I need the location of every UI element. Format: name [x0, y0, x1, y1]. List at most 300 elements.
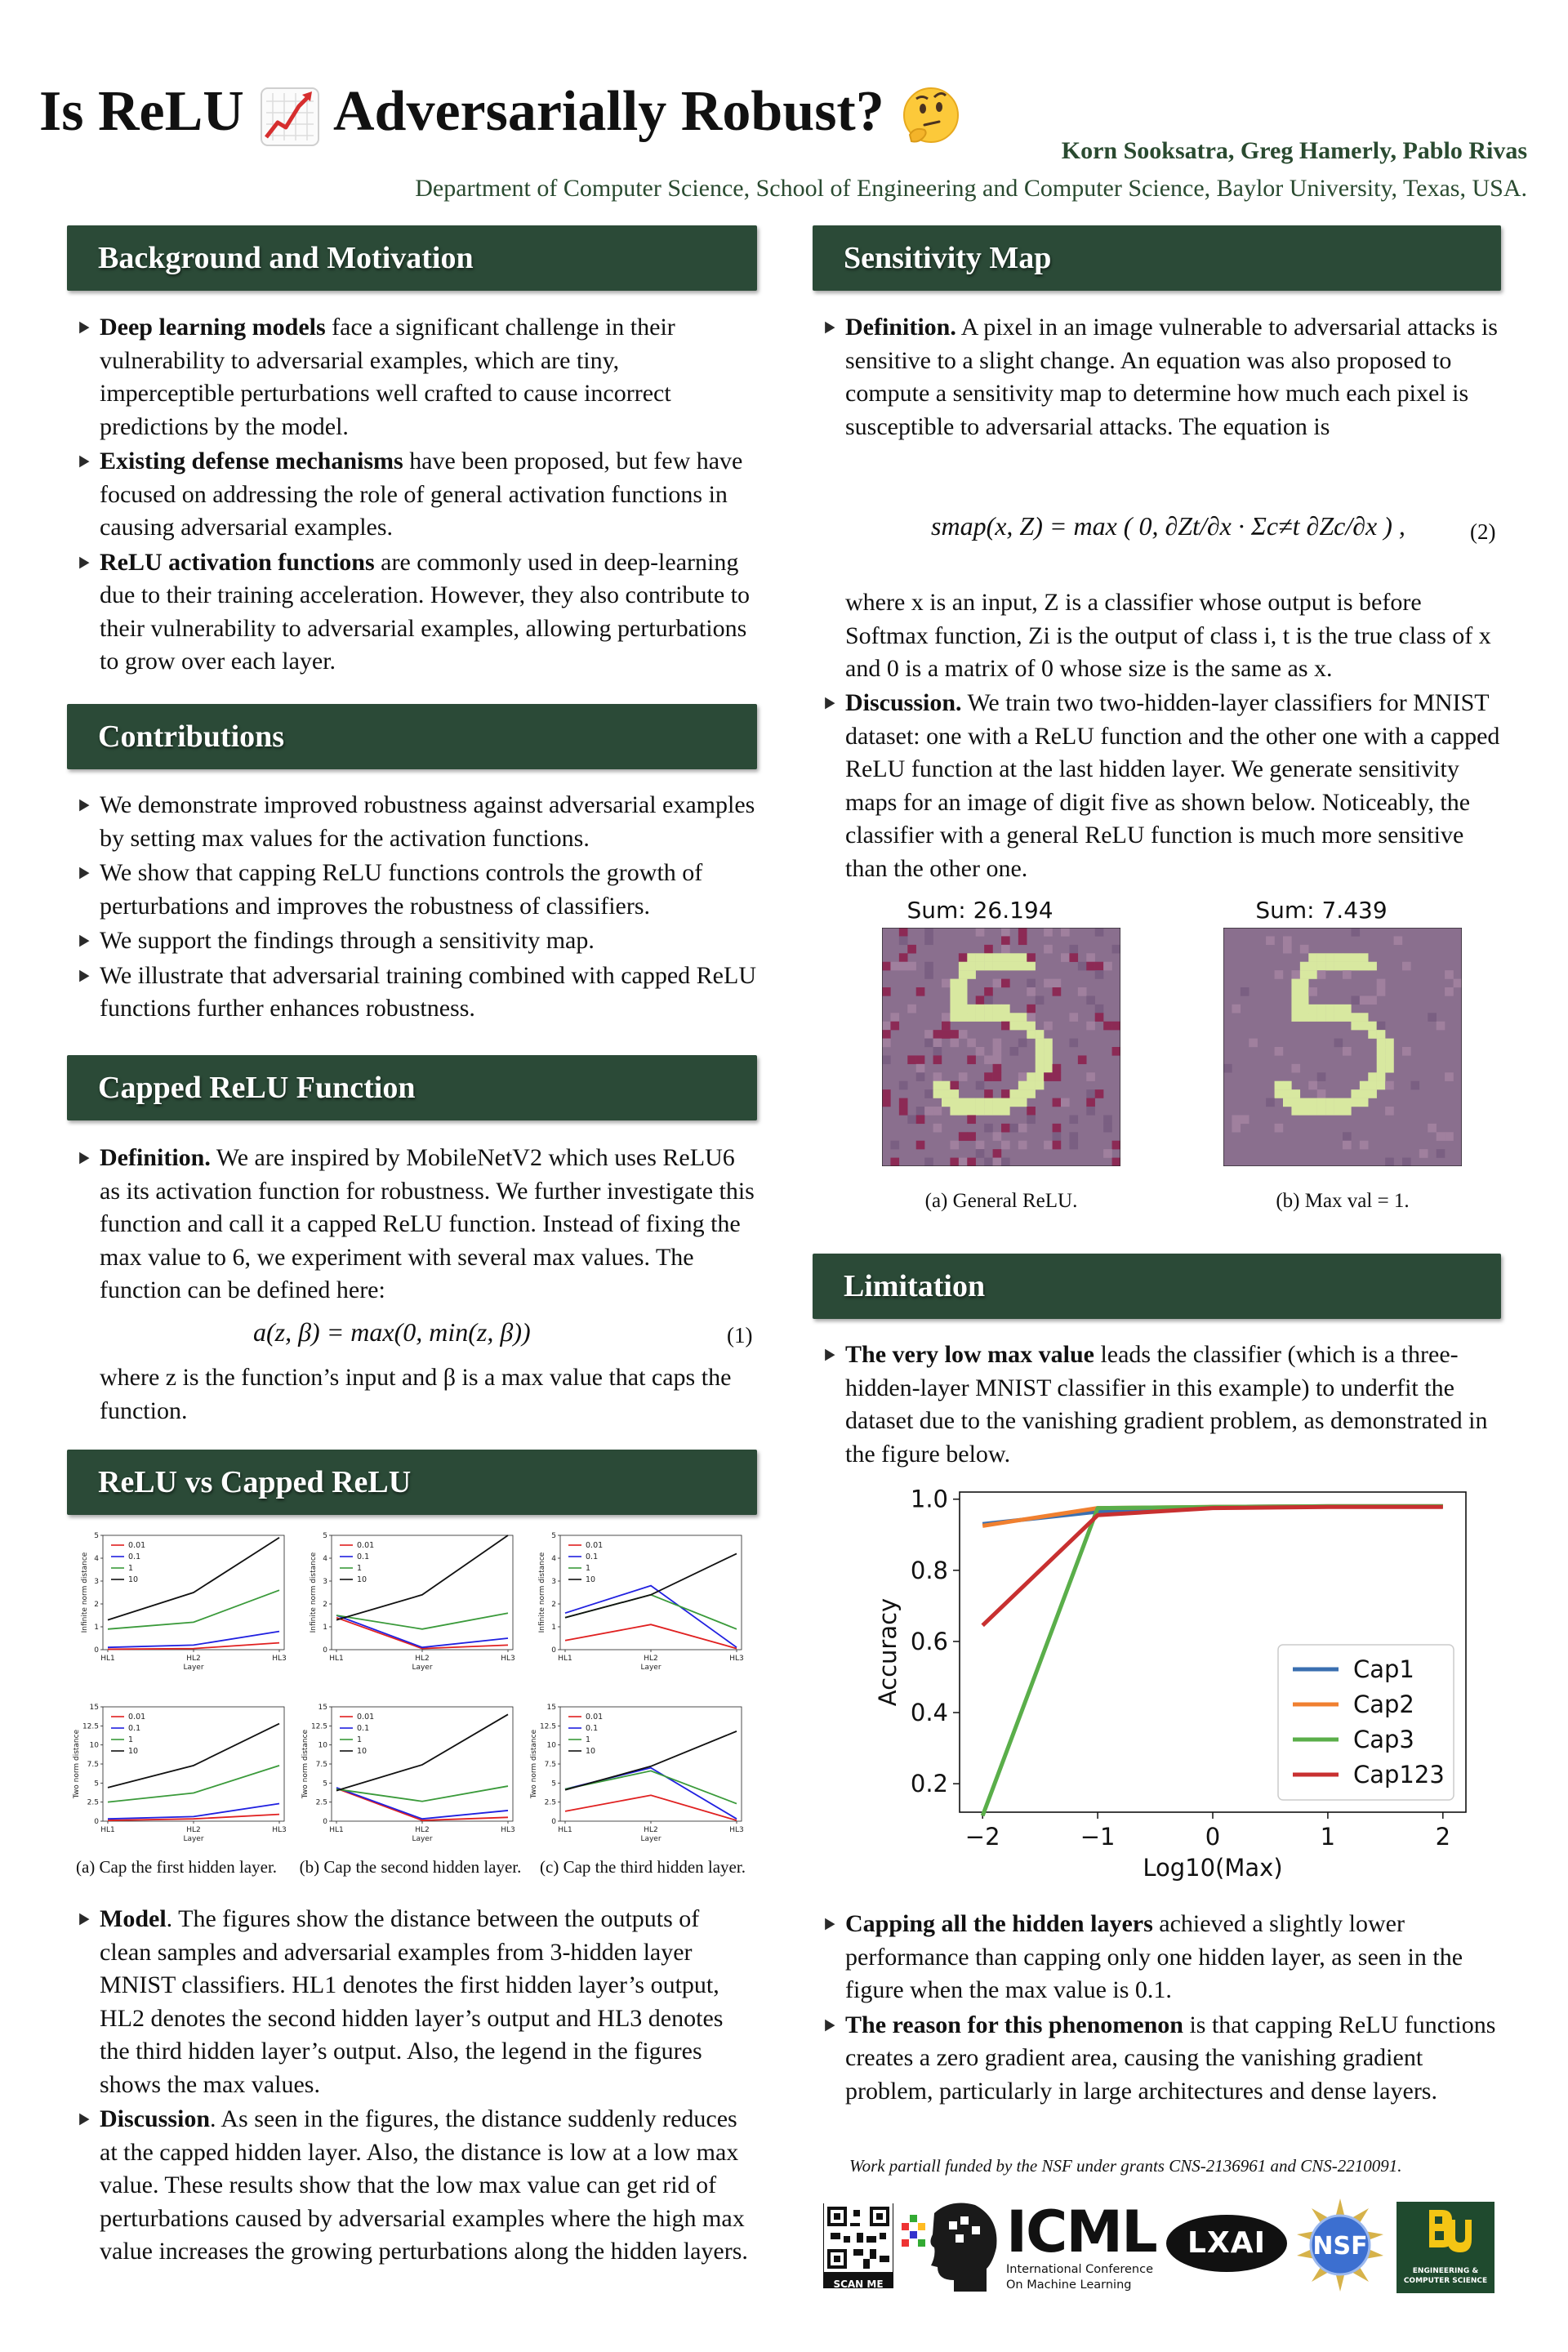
ai-head-logo: [902, 2198, 1003, 2295]
sensitivity-after-text: where x is an input, Z is a classifier whose output is before Softmax function, Zi is the output of class i, t is the true class of x and 0 is a matrix of 0 whose size is the same as x.: [845, 589, 1491, 682]
sensitivity-pixel: [924, 936, 933, 945]
x-tick-label: HL3: [272, 1655, 287, 1663]
digit-pixel: [1027, 1030, 1036, 1039]
sensitivity-pixel: [1112, 1047, 1120, 1056]
sensitivity-pixel: [942, 1013, 951, 1022]
digit-pixel: [1009, 962, 1018, 971]
digit-pixel: [1036, 1072, 1045, 1081]
qr-code[interactable]: [823, 2203, 893, 2288]
sensitivity-pixel: [1009, 1124, 1018, 1133]
y-tick-label: 10: [89, 1741, 99, 1750]
legend-label: Cap2: [1353, 1690, 1414, 1718]
list-item: ▶ We demonstrate improved robustness against adversarial examples by setting max values for the activation functions.: [75, 789, 757, 855]
list-item: ▶ Existing defense mechanisms have been proposed, but few have focused on addressing the role of general activation functions in causing adversarial examples.: [75, 445, 757, 545]
legend-label: 0.1: [357, 1724, 370, 1733]
limitation-list-1: [821, 1339, 1501, 1472]
legend-label: 10: [128, 1575, 139, 1584]
digit-pixel: [1036, 1039, 1045, 1048]
sensitivity-pixel: [1018, 1124, 1027, 1133]
y-tick-label: 2.5: [315, 1798, 327, 1807]
digit-pixel: [1036, 1047, 1045, 1056]
sensitivity-pixel: [882, 1039, 891, 1048]
digit-pixel: [1018, 1081, 1027, 1090]
sensitivity-pixel: [882, 987, 891, 996]
sensitivity-pixel: [1300, 945, 1309, 954]
digit-pixel: [1018, 1013, 1027, 1022]
sensitivity-pixel: [1027, 987, 1036, 996]
sensitivity-pixel: [942, 1022, 951, 1031]
x-tick-label: HL3: [729, 1826, 744, 1834]
legend-label: 0.01: [128, 1713, 146, 1722]
y-tick-label: 4: [551, 1555, 556, 1563]
sensitivity-pixel: [907, 1115, 916, 1124]
sensitivity-pixel: [1402, 1047, 1411, 1056]
digit-pixel: [1291, 979, 1300, 988]
sensitivity-pixel: [907, 1004, 916, 1013]
digit-pixel: [1291, 1013, 1300, 1022]
digit-pixel: [1027, 1022, 1036, 1031]
sensitivity-pixel: [1095, 970, 1104, 979]
list-item: ▶ Model. The figures show the distance between the outputs of clean samples and adversarial examples from 3-hidden layer MNIST classifiers. HL1 denotes the first hidden layer’s output, HL2 denotes the second hidden layer’s output and HL3 denotes the third hidden layer’s output. Also, the legend in the figures shows the max values.: [75, 1903, 757, 2101]
digit-pixel: [1001, 1098, 1010, 1107]
sensitivity-pixel: [933, 1030, 942, 1039]
digit-pixel: [1009, 1022, 1018, 1031]
sensitivity-pixel: [1410, 1081, 1419, 1090]
digit-pixel: [1283, 1098, 1292, 1107]
section-background-heading: Background and Motivation: [67, 225, 757, 291]
sensitivity-pixel: [1377, 987, 1386, 996]
digit-pixel: [1334, 1004, 1343, 1013]
sensitivity-pixel: [993, 1132, 1002, 1141]
sensitivity-pixel: [993, 1072, 1002, 1081]
sensitivity-pixel: [1291, 970, 1300, 979]
sensitivity-pixel: [1001, 1158, 1010, 1166]
sensitivity-pixel: [1095, 1004, 1104, 1013]
sensitivity-pixel: [1044, 1072, 1053, 1081]
x-axis-label: Layer: [183, 1835, 204, 1843]
digit-pixel: [1044, 1047, 1053, 1056]
digit-pixel: [959, 979, 968, 988]
digit-pixel: [1009, 1013, 1018, 1022]
sensitivity-pixel: [1394, 936, 1403, 945]
list-item: ▶ We illustrate that adversarial training combined with capped ReLU functions further enhances robustness.: [75, 960, 757, 1026]
digit-pixel: [942, 1089, 951, 1098]
digit-pixel: [1343, 1098, 1352, 1107]
figure-caption-a: (a) Cap the first hidden layer.: [75, 1857, 278, 1877]
equation-capped-relu: a(z, β) = max(0, min(z, β)): [253, 1317, 531, 1347]
sensitivity-pixel: [1308, 1081, 1317, 1090]
digit-pixel: [984, 1098, 993, 1107]
y-tick-label: 1: [94, 1624, 99, 1632]
section-versus-heading: ReLU vs Capped ReLU: [67, 1450, 757, 1515]
sensitivity-pixel: [984, 945, 993, 954]
x-tick-label: HL3: [729, 1655, 744, 1663]
digit-pixel: [976, 1004, 985, 1013]
sensitivity-pixel: [993, 1047, 1002, 1056]
sensitivity-pixel: [924, 1030, 933, 1039]
digit-pixel: [1308, 970, 1317, 979]
sensitivity-map-general-relu: [882, 928, 1120, 1166]
sensitivity-pixel: [1053, 1098, 1062, 1107]
digit-pixel: [1377, 1072, 1386, 1081]
y-tick-label: 7.5: [544, 1761, 556, 1769]
digit-pixel: [1001, 1107, 1010, 1116]
digit-pixel: [959, 1004, 968, 1013]
list-item: ▶ The reason for this phenomenon is that capping ReLU functions creates a zero gradient area, causing the vanishing gradient problem, particularly in large architectures and dense layers.: [821, 2009, 1501, 2109]
digit-pixel: [1317, 1107, 1326, 1116]
icml-logo: [1006, 2198, 1156, 2293]
sensitivity-pixel: [984, 1089, 993, 1098]
digit-pixel: [1308, 1004, 1317, 1013]
sensitivity-pixel: [890, 962, 899, 971]
digit-pixel: [959, 962, 968, 971]
digit-pixel: [1009, 953, 1018, 962]
sensitivity-pixel: [1001, 1022, 1010, 1031]
digit-pixel: [942, 1081, 951, 1090]
digit-pixel: [984, 962, 993, 971]
sensitivity-pixel: [1232, 1115, 1241, 1124]
digit-pixel: [1343, 1004, 1352, 1013]
digit-pixel: [959, 1098, 968, 1107]
digit-pixel: [950, 1089, 959, 1098]
sensitivity-pixel: [933, 1124, 942, 1133]
sensitivity-pixel: [1223, 1064, 1232, 1073]
legend-label: 0.01: [586, 1541, 604, 1550]
sensitivity-pixel: [993, 1064, 1002, 1073]
y-tick-label: 12.5: [539, 1722, 556, 1731]
digit-pixel: [1036, 1055, 1045, 1064]
digit-pixel: [1300, 987, 1309, 996]
digit-pixel: [1300, 1004, 1309, 1013]
digit-pixel: [993, 953, 1002, 962]
digit-pixel: [1009, 1098, 1018, 1107]
list-item: ▶ We show that capping ReLU functions controls the growth of perturbations and improves the robustness of classifiers.: [75, 857, 757, 923]
sensitivity-pixel: [976, 1047, 985, 1056]
digit-pixel: [942, 1098, 951, 1107]
sensitivity-pixel: [924, 962, 933, 971]
poster-title: [39, 75, 964, 149]
digit-pixel: [1351, 1089, 1360, 1098]
sensitivity-pixel: [1053, 1072, 1062, 1081]
y-tick-label: 0.8: [910, 1556, 948, 1584]
sensitivity-pixel: [1053, 987, 1062, 996]
map-title-b: Sum: 7.439: [1255, 897, 1388, 924]
sensitivity-pixel: [1069, 1141, 1078, 1150]
digit-pixel: [1334, 1098, 1343, 1107]
sensitivity-pixel: [1445, 1072, 1454, 1081]
digit-pixel: [984, 1004, 993, 1013]
legend-label: 0.1: [128, 1724, 141, 1733]
sensitivity-pixel: [1275, 970, 1284, 979]
y-tick-label: 3: [551, 1578, 556, 1586]
digit-pixel: [1377, 1055, 1386, 1064]
sensitivity-pixel: [1249, 1039, 1258, 1048]
y-tick-label: 5: [323, 1780, 327, 1788]
digit-pixel: [1044, 1039, 1053, 1048]
section-sensitivity-heading: Sensitivity Map: [813, 225, 1501, 291]
y-tick-label: 10: [318, 1741, 327, 1750]
x-tick-label: HL2: [186, 1655, 201, 1663]
y-axis-label: Infinite norm distance: [81, 1552, 89, 1633]
section-capped-heading: Capped ReLU Function: [67, 1055, 757, 1120]
digit-pixel: [976, 962, 985, 971]
digit-pixel: [1308, 1107, 1317, 1116]
sensitivity-pixel: [1351, 996, 1360, 1004]
sensitivity-pixel: [907, 962, 916, 971]
sensitivity-pixel: [899, 962, 908, 971]
digit-pixel: [1291, 996, 1300, 1004]
sensitivity-pixel: [882, 1022, 891, 1031]
list-item: ▶ Definition. A pixel in an image vulnerable to adversarial attacks is sensitive to a slight change. An equation was also proposed to compute a sensitivity map to determine how much each pixel is susceptible to adversarial attacks. The equation is: [821, 311, 1501, 443]
digit-pixel: [950, 1013, 959, 1022]
y-tick-label: 5: [551, 1780, 556, 1788]
sensitivity-pixel: [1001, 928, 1010, 937]
sensitivity-pixel: [1027, 1107, 1036, 1116]
x-tick-label: HL3: [501, 1655, 515, 1663]
x-axis-label: Layer: [640, 1835, 662, 1843]
digit-pixel: [959, 1107, 968, 1116]
digit-pixel: [967, 953, 976, 962]
digit-pixel: [1325, 962, 1334, 971]
sensitivity-pixel: [1454, 979, 1462, 988]
digit-pixel: [1334, 1013, 1343, 1022]
sensitivity-pixel: [950, 1081, 959, 1090]
sensitivity-pixel: [1018, 936, 1027, 945]
y-tick-label: 4: [94, 1555, 99, 1563]
sensitivity-pixel: [950, 1030, 959, 1039]
versus-list: [75, 1903, 757, 2270]
legend-label: 0.01: [586, 1713, 604, 1722]
digit-pixel: [1001, 1013, 1010, 1022]
y-tick-label: 12.5: [310, 1722, 327, 1731]
digit-pixel: [959, 970, 968, 979]
sensitivity-pixel: [907, 1055, 916, 1064]
digit-pixel: [1377, 1081, 1386, 1090]
y-tick-label: 5: [94, 1532, 99, 1540]
sensitivity-pixel: [993, 1039, 1002, 1048]
background-list: [75, 311, 757, 680]
y-tick-label: 0: [323, 1646, 327, 1655]
digit-pixel: [1018, 1089, 1027, 1098]
digit-pixel: [967, 1013, 976, 1022]
sensitivity-pixel: [924, 1039, 933, 1048]
sensitivity-pixel: [976, 1149, 985, 1158]
sensitivity-pixel: [1317, 970, 1326, 979]
chart-increasing-icon: [258, 85, 322, 149]
digit-pixel: [967, 1107, 976, 1116]
legend-label: 0.1: [586, 1724, 599, 1733]
sensitivity-pixel: [899, 1081, 908, 1090]
legend-label: 10: [586, 1575, 596, 1584]
sensitivity-pixel: [1266, 1098, 1275, 1107]
sensitivity-pixel: [1351, 928, 1360, 937]
digit-pixel: [1036, 1081, 1045, 1090]
baylor-label-1: ENGINEERING &: [1412, 2267, 1479, 2275]
digit-pixel: [1325, 953, 1334, 962]
digit-pixel: [1360, 1022, 1369, 1031]
x-tick-label: HL1: [100, 1655, 115, 1663]
digit-pixel: [1308, 962, 1317, 971]
funding-note: Work partiall funded by the NSF under grants CNS-2136961 and CNS-2210091.: [849, 2156, 1402, 2176]
sensitivity-pixel: [1112, 945, 1120, 954]
sensitivity-pixel: [1053, 1132, 1062, 1141]
digit-pixel: [1325, 1098, 1334, 1107]
affiliation: Department of Computer Science, School of Engineering and Computer Science, Baylor University, Texas, USA.: [415, 175, 1527, 202]
sensitivity-def-list: [821, 311, 1501, 445]
map-caption-a: (a) General ReLU.: [924, 1190, 1078, 1212]
sensitivity-pixel: [1044, 945, 1053, 954]
map-caption-b: (b) Max val = 1.: [1276, 1190, 1410, 1212]
digit-pixel: [950, 996, 959, 1004]
small-chart-inf-cap1: [81, 1532, 287, 1672]
list-item: ▶ Definition. We are inspired by MobileNetV2 which uses ReLU6 as its activation function for robustness. We further investigate this function and call it a capped ReLU function. Instead of fixing the max value to 6, we experiment with several max values. The function can be defined here:: [75, 1142, 757, 1307]
x-tick-label: HL2: [644, 1826, 658, 1834]
sensitivity-pixel: [950, 1141, 959, 1150]
digit-pixel: [1291, 1089, 1300, 1098]
sensitivity-pixel: [1275, 1124, 1284, 1133]
legend-label: 0.01: [357, 1541, 375, 1550]
sensitivity-pixel: [1343, 1132, 1352, 1141]
sensitivity-pixel: [1061, 928, 1070, 937]
section-contributions-heading: Contributions: [67, 704, 757, 769]
sensitivity-pixel: [1053, 979, 1062, 988]
y-tick-label: 2.5: [544, 1798, 556, 1807]
legend-label: 0.1: [357, 1552, 370, 1561]
sensitivity-pixel: [1343, 970, 1352, 979]
digit-pixel: [1027, 1081, 1036, 1090]
sensitivity-pixel: [1044, 979, 1053, 988]
digit-pixel: [1351, 1022, 1360, 1031]
sensitivity-pixel: [976, 928, 985, 937]
sensitivity-pixel: [924, 928, 933, 937]
y-axis-label: Infinite norm distance: [310, 1552, 318, 1633]
sensitivity-pixel: [1334, 1039, 1343, 1048]
sensitivity-pixel: [1283, 936, 1292, 945]
x-tick-label: HL2: [186, 1826, 201, 1834]
x-tick-label: 0: [1205, 1823, 1221, 1851]
x-tick-label: HL2: [644, 1655, 658, 1663]
digit-pixel: [1275, 1081, 1284, 1090]
sensitivity-pixel: [1103, 1115, 1112, 1124]
list-item: ▶ Discussion. We train two two-hidden-layer classifiers for MNIST dataset: one with a ReLU function and the other one with a capped ReLU function at the last hidden layer. We generate sensitivity maps for an image of digit five as shown below. Noticeably, the classifier with a general ReLU function is much more sensitive than the other one.: [821, 687, 1501, 885]
sensitivity-pixel: [916, 1055, 925, 1064]
sensitivity-pixel: [984, 1055, 993, 1064]
sensitivity-pixel: [1086, 962, 1095, 971]
sensitivity-pixel: [916, 987, 925, 996]
digit-pixel: [959, 987, 968, 996]
sensitivity-pixel: [890, 1158, 899, 1166]
icml-wordmark: ICML: [1006, 2198, 1156, 2265]
sensitivity-pixel: [1437, 1022, 1446, 1031]
sensitivity-pixel: [1283, 945, 1292, 954]
y-axis-label: Two norm distance: [73, 1729, 81, 1799]
y-tick-label: 2: [551, 1601, 556, 1609]
digit-pixel: [993, 1098, 1002, 1107]
sensitivity-pixel: [1360, 996, 1369, 1004]
sensitivity-pixel: [1086, 1022, 1095, 1031]
legend-label: 0.01: [128, 1541, 146, 1550]
y-tick-label: 12.5: [82, 1722, 99, 1731]
figure-caption-b: (b) Cap the second hidden layer.: [299, 1857, 522, 1877]
x-tick-label: HL1: [558, 1655, 572, 1663]
sensitivity-pixel: [1069, 1132, 1078, 1141]
digit-pixel: [933, 1089, 942, 1098]
sensitivity-pixel: [1069, 1039, 1078, 1048]
sensitivity-pixel: [950, 1158, 959, 1166]
x-tick-label: HL3: [272, 1826, 287, 1834]
thinking-face-icon: [898, 84, 964, 149]
digit-pixel: [1001, 1004, 1010, 1013]
sensitivity-pixel: [916, 1072, 925, 1081]
digit-pixel: [1027, 1089, 1036, 1098]
legend-label: 1: [357, 1564, 363, 1573]
digit-pixel: [1343, 962, 1352, 971]
y-tick-label: 0: [94, 1646, 99, 1655]
sensitivity-pixel: [1445, 970, 1454, 979]
authors: Korn Sooksatra, Greg Hamerly, Pablo Rivas: [1061, 137, 1527, 164]
sensitivity-pixel: [1078, 962, 1087, 971]
contributions-list: [75, 789, 757, 1027]
sensitivity-pixel: [959, 1072, 968, 1081]
sensitivity-pixel: [967, 1158, 976, 1166]
y-tick-label: 15: [318, 1704, 327, 1712]
digit-pixel: [1368, 1081, 1377, 1090]
digit-pixel: [1360, 1081, 1369, 1090]
digit-pixel: [993, 1013, 1002, 1022]
sensitivity-pixel: [1001, 936, 1010, 945]
sensitivity-pixel: [1445, 987, 1454, 996]
sensitivity-pixel: [976, 1081, 985, 1090]
y-tick-label: 0.2: [910, 1770, 948, 1798]
digit-pixel: [1300, 979, 1309, 988]
sensitivity-pixel: [1377, 1022, 1386, 1031]
legend-label: Cap3: [1353, 1726, 1414, 1753]
sensitivity-pixel: [1018, 1141, 1027, 1150]
y-tick-label: 15: [546, 1704, 556, 1712]
sensitivity-pixel: [1437, 1149, 1446, 1158]
sensitivity-pixel: [1317, 1072, 1326, 1081]
sensitivity-pixel: [1027, 1004, 1036, 1013]
sensitivity-pixel: [942, 979, 951, 988]
digit-pixel: [1001, 962, 1010, 971]
sensitivity-pixel: [1086, 1107, 1095, 1116]
sensitivity-pixel: [984, 1158, 993, 1166]
sensitivity-pixel: [1232, 1124, 1241, 1133]
x-axis-label: Layer: [412, 1664, 433, 1672]
sensitivity-pixel: [1086, 953, 1095, 962]
digit-pixel: [976, 1013, 985, 1022]
sensitivity-pixel: [1053, 1124, 1062, 1133]
list-item: ▶ Deep learning models face a significant challenge in their vulnerability to adversarial examples, which are tiny, imperceptible perturbations well crafted to cause incorrect predictions by the model.: [75, 311, 757, 443]
sensitivity-pixel: [1027, 953, 1036, 962]
nsf-text: NSF: [1312, 2232, 1368, 2261]
sensitivity-pixel: [1044, 928, 1053, 937]
digit-pixel: [1360, 1098, 1369, 1107]
sensitivity-pixel: [1069, 1115, 1078, 1124]
y-tick-label: 2.5: [87, 1798, 99, 1807]
digit-pixel: [1360, 1013, 1369, 1022]
sensitivity-pixel: [882, 1055, 891, 1064]
sensitivity-pixel: [882, 1098, 891, 1107]
sensitivity-pixel: [967, 1039, 976, 1048]
digit-pixel: [1300, 1013, 1309, 1022]
digit-pixel: [1317, 953, 1326, 962]
sensitivity-pixel: [924, 1089, 933, 1098]
digit-pixel: [1343, 953, 1352, 962]
digit-pixel: [1044, 1064, 1053, 1073]
digit-pixel: [1308, 1013, 1317, 1022]
sensitivity-pixel: [1308, 987, 1317, 996]
